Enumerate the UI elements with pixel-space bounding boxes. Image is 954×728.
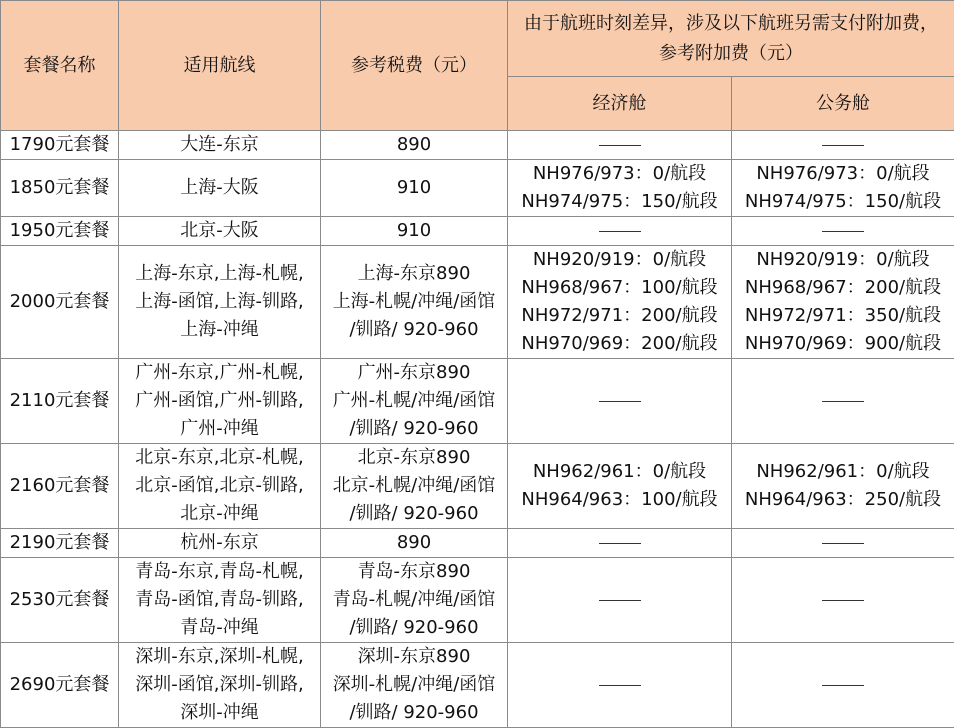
tax-line: /钏路/ 920-960 [323,500,505,528]
header-surcharge [508,1,954,77]
package-name-cell: 2160元套餐 [1,444,119,529]
tax-line: 深圳-东京890 [323,643,505,671]
route-line: 广州-函馆,广州-钏路, [121,387,318,415]
economy-line: NH920/919：0/航段 [510,246,729,274]
empty-dash [599,401,641,402]
header-business: 公务舱 [732,77,954,131]
table-row [1,246,954,359]
tax-line: 北京-东京890 [323,444,505,472]
route-line: 大连-东京 [121,131,318,159]
package-name-cell: 2110元套餐 [1,359,119,444]
economy-cell [508,160,732,217]
empty-dash [599,543,641,544]
route-cell [119,131,321,160]
economy-cell [508,558,732,643]
route-line: 青岛-冲绳 [121,614,318,642]
business-cell [732,643,954,728]
empty-dash [599,231,641,232]
route-cell [119,160,321,217]
tax-line: 890 [323,131,505,159]
table-row [1,444,954,529]
economy-line: NH974/975：150/航段 [510,188,729,216]
route-line: 上海-东京,上海-札幌, [121,260,318,288]
table-row [1,160,954,217]
empty-dash [822,543,864,544]
business-cell [732,444,954,529]
route-cell [119,529,321,558]
economy-cell [508,529,732,558]
empty-dash [822,231,864,232]
route-line: 上海-大阪 [121,174,318,202]
route-line: 上海-冲绳 [121,316,318,344]
route-cell [119,444,321,529]
route-cell [119,217,321,246]
route-line: 上海-函馆,上海-钏路, [121,288,318,316]
header-surcharge-line: 参考附加费（元） [510,39,952,69]
tax-line: 青岛-札幌/冲绳/函馆 [323,586,505,614]
economy-line: NH976/973：0/航段 [510,160,729,188]
tax-line: /钏路/ 920-960 [323,614,505,642]
header-package: 套餐名称 [1,1,119,131]
header-economy: 经济舱 [508,77,732,131]
route-line: 深圳-函馆,深圳-钏路, [121,671,318,699]
header-tax: 参考税费（元） [321,1,508,131]
tax-line: 广州-札幌/冲绳/函馆 [323,387,505,415]
tax-cell [321,529,508,558]
economy-line: NH962/961：0/航段 [510,458,729,486]
tax-line: 上海-东京890 [323,260,505,288]
tax-cell [321,558,508,643]
table-row [1,217,954,246]
route-cell [119,643,321,728]
empty-dash [599,600,641,601]
economy-line: NH970/969：200/航段 [510,330,729,358]
business-line: NH968/967：200/航段 [734,274,952,302]
tax-cell [321,160,508,217]
header-route: 适用航线 [119,1,321,131]
business-line: NH974/975：150/航段 [734,188,952,216]
route-line: 青岛-函馆,青岛-钏路, [121,586,318,614]
package-name-cell: 2190元套餐 [1,529,119,558]
business-cell [732,558,954,643]
business-line: NH920/919：0/航段 [734,246,952,274]
route-line: 北京-冲绳 [121,500,318,528]
business-line: NH962/961：0/航段 [734,458,952,486]
economy-cell [508,643,732,728]
route-line: 北京-函馆,北京-钏路, [121,472,318,500]
route-line: 广州-东京,广州-札幌, [121,359,318,387]
business-line: NH970/969：900/航段 [734,330,952,358]
business-line: NH976/973：0/航段 [734,160,952,188]
business-cell [732,246,954,359]
empty-dash [599,685,641,686]
empty-dash [822,685,864,686]
tax-line: 上海-札幌/冲绳/函馆 [323,288,505,316]
package-name-cell: 2000元套餐 [1,246,119,359]
package-name-cell: 2530元套餐 [1,558,119,643]
business-line: NH964/963：250/航段 [734,486,952,514]
tax-line: /钏路/ 920-960 [323,415,505,443]
tax-line: 北京-札幌/冲绳/函馆 [323,472,505,500]
business-cell [732,160,954,217]
route-line: 北京-东京,北京-札幌, [121,444,318,472]
tax-line: /钏路/ 920-960 [323,316,505,344]
empty-dash [599,145,641,146]
tax-line: 广州-东京890 [323,359,505,387]
route-cell [119,558,321,643]
route-line: 北京-大阪 [121,217,318,245]
route-line: 深圳-东京,深圳-札幌, [121,643,318,671]
tax-cell [321,246,508,359]
tax-line: /钏路/ 920-960 [323,699,505,727]
business-cell [732,217,954,246]
empty-dash [822,600,864,601]
tax-line: 青岛-东京890 [323,558,505,586]
empty-dash [822,401,864,402]
business-cell [732,529,954,558]
route-line: 青岛-东京,青岛-札幌, [121,558,318,586]
tax-cell [321,444,508,529]
table-row [1,131,954,160]
empty-dash [822,145,864,146]
table-body [1,131,954,728]
economy-cell [508,444,732,529]
tax-cell [321,359,508,444]
table-row [1,643,954,728]
business-cell [732,131,954,160]
header-surcharge-line: 由于航班时刻差异，涉及以下航班另需支付附加费， [510,9,952,39]
tax-cell [321,131,508,160]
economy-cell [508,359,732,444]
tax-line: 深圳-札幌/冲绳/函馆 [323,671,505,699]
economy-cell [508,246,732,359]
tax-line: 890 [323,529,505,557]
economy-cell [508,131,732,160]
route-line: 杭州-东京 [121,529,318,557]
economy-line: NH968/967：100/航段 [510,274,729,302]
business-cell [732,359,954,444]
package-name-cell: 1790元套餐 [1,131,119,160]
tax-line: 910 [323,217,505,245]
tax-cell [321,643,508,728]
route-line: 深圳-冲绳 [121,699,318,727]
tax-line: 910 [323,174,505,202]
table-row [1,529,954,558]
economy-line: NH964/963：100/航段 [510,486,729,514]
economy-line: NH972/971：200/航段 [510,302,729,330]
economy-cell [508,217,732,246]
route-cell [119,359,321,444]
table-row [1,359,954,444]
table-row [1,558,954,643]
package-name-cell: 1850元套餐 [1,160,119,217]
package-name-cell: 2690元套餐 [1,643,119,728]
route-line: 广州-冲绳 [121,415,318,443]
business-line: NH972/971：350/航段 [734,302,952,330]
package-name-cell: 1950元套餐 [1,217,119,246]
route-cell [119,246,321,359]
tax-cell [321,217,508,246]
